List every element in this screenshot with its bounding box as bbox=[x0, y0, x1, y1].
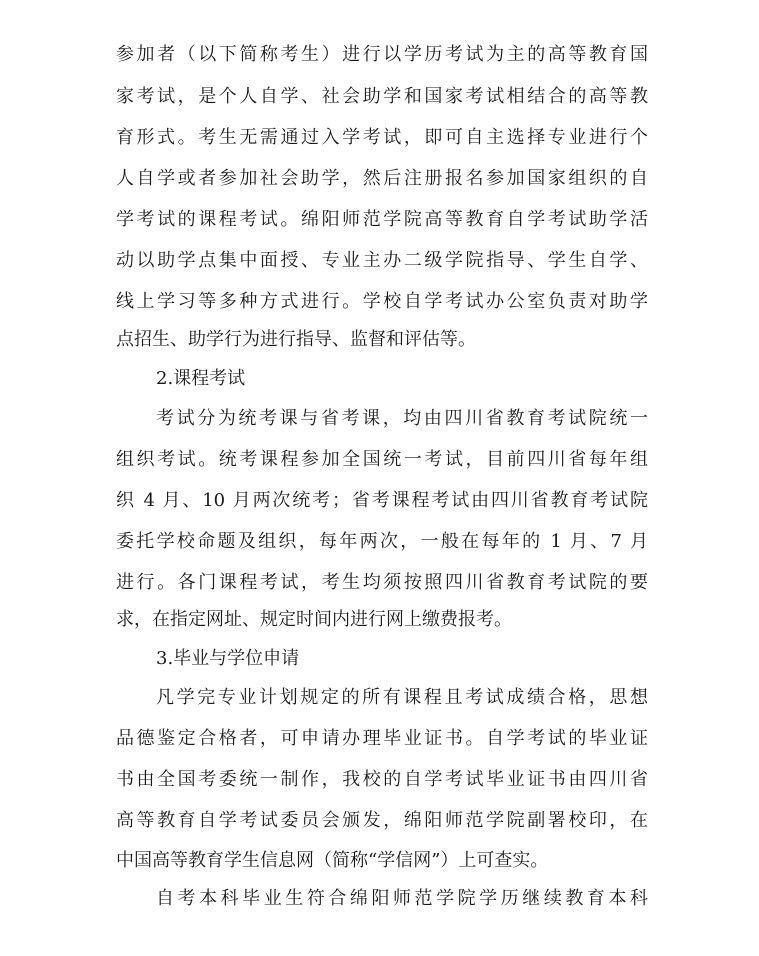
section-3-heading: 3.毕业与学位申请 bbox=[156, 648, 300, 669]
section-3-line-3: 书由全国考委统一制作，我校的自学考试毕业证书由四川省 bbox=[116, 769, 648, 790]
paragraph-1-line-7: 线上学习等多种方式进行。学校自学考试办公室负责对助学 bbox=[116, 291, 648, 312]
section-3-line-1: 凡学完专业计划规定的所有课程且考试成绩合格，思想 bbox=[156, 687, 648, 708]
section-2-heading: 2.课程考试 bbox=[156, 368, 246, 389]
paragraph-1-line-5: 学考试的课程考试。绵阳师范学院高等教育自学考试助学活 bbox=[116, 209, 648, 230]
section-2-line-2: 组织考试。统考课程参加全国统一考试，目前四川省每年组 bbox=[116, 449, 648, 470]
paragraph-last-line-1: 自考本科毕业生符合绵阳师范学院学历继续教育本科 bbox=[156, 888, 648, 909]
paragraph-1-line-6: 动以助学点集中面授、专业主办二级学院指导、学生自学、 bbox=[116, 250, 648, 271]
section-2-line-4: 委托学校命题及组织，每年两次，一般在每年的 1 月、7 月 bbox=[116, 531, 648, 552]
paragraph-1-line-8: 点招生、助学行为进行指导、监督和评估等。 bbox=[116, 329, 476, 350]
section-2-line-3: 织 4 月、10 月两次统考；省考课程考试由四川省教育考试院 bbox=[116, 490, 648, 511]
paragraph-1-line-3: 育形式。考生无需通过入学考试，即可自主选择专业进行个 bbox=[116, 127, 648, 148]
paragraph-1-line-2: 家考试，是个人自学、社会助学和国家考试相结合的高等教 bbox=[116, 86, 648, 107]
section-2-line-6: 求，在指定网址、规定时间内进行网上缴费报考。 bbox=[116, 609, 512, 630]
paragraph-1-line-4: 人自学或者参加社会助学，然后注册报名参加国家组织的自 bbox=[116, 168, 648, 189]
section-3-line-2: 品德鉴定合格者，可申请办理毕业证书。自学考试的毕业证 bbox=[116, 728, 648, 749]
section-2-line-5: 进行。各门课程考试，考生均须按照四川省教育考试院的要 bbox=[116, 572, 648, 593]
section-2-line-1: 考试分为统考课与省考课，均由四川省教育考试院统一 bbox=[156, 408, 648, 429]
paragraph-1-line-1: 参加者（以下简称考生）进行以学历考试为主的高等教育国 bbox=[116, 44, 648, 65]
section-3-line-4: 高等教育自学考试委员会颁发，绵阳师范学院副署校印，在 bbox=[116, 810, 648, 831]
section-3-line-5: 中国高等教育学生信息网（简称“学信网”）上可查实。 bbox=[116, 850, 549, 871]
